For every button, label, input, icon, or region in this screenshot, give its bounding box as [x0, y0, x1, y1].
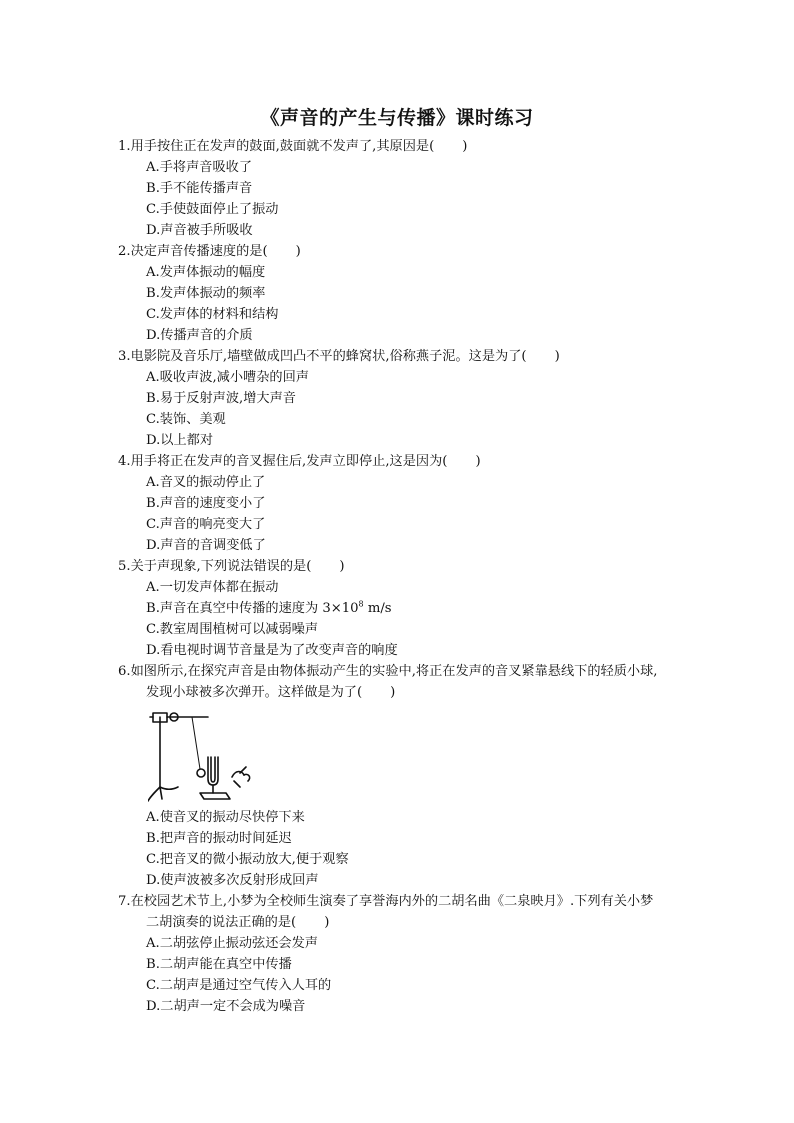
question-stem: 电影院及音乐厅,墙壁做成凹凸不平的蜂窝状,俗称燕子泥。这是为了(	[130, 349, 527, 364]
option-a: A.二胡弦停止振动弦还会发声	[146, 936, 318, 951]
option-b: B.易于反射声波,增大声音	[146, 391, 296, 406]
option-b: B.把声音的振动时间延迟	[146, 831, 292, 846]
question-5: 5.关于声现象,下列说法错误的是( ) A.一切发声体都在振动 B.声音在真空中传播的速度为 $3\times 10^8$ m/s C.教室周围植树可以减弱噪声 D.看电视时调节音量是为了改变声音的响度	[118, 556, 698, 661]
question-3: 3.电影院及音乐厅,墙壁做成凹凸不平的蜂窝状,俗称燕子泥。这是为了( ) A.吸收声波,减小嘈杂的回声 B.易于反射声波,增大声音 C.装饰、美观 D.以上都对	[118, 346, 698, 451]
question-number: 1.	[118, 139, 131, 154]
option-d: D.声音的音调变低了	[146, 538, 266, 553]
option-c: C.发声体的材料和结构	[146, 307, 279, 322]
option-d: D.使声波被多次反射形成回声	[146, 873, 319, 888]
question-number: 7.	[118, 894, 131, 909]
option-d: D.看电视时调节音量是为了改变声音的响度	[146, 643, 398, 658]
question-number: 3.	[118, 349, 131, 364]
question-stem-continued: 二胡演奏的说法正确的是(	[146, 915, 297, 930]
option-c: C.把音叉的微小振动放大,便于观察	[146, 852, 349, 867]
question-number: 5.	[118, 559, 131, 574]
option-c: C.声音的响亮变大了	[146, 517, 266, 532]
option-c: C.教室周围植树可以减弱噪声	[146, 622, 319, 637]
option-b: B.发声体振动的频率	[146, 286, 266, 301]
option-c: C.装饰、美观	[146, 412, 226, 427]
option-a: A.音叉的振动停止了	[146, 475, 266, 490]
question-2: 2.决定声音传播速度的是( ) A.发声体振动的幅度 B.发声体振动的频率 C.发声体的材料和结构 D.传播声音的介质	[118, 241, 698, 346]
option-d: D.以上都对	[146, 433, 214, 448]
option-a: A.吸收声波,减小嘈杂的回声	[146, 370, 309, 385]
tuning-fork-figure	[118, 707, 698, 805]
option-a: A.使音叉的振动尽快停下来	[146, 810, 305, 825]
question-stem: 如图所示,在探究声音是由物体振动产生的实验中,将正在发声的音叉紧靠悬线下的轻质小球,	[130, 664, 658, 679]
question-stem: 用手将正在发声的音叉握住后,发声立即停止,这是因为(	[130, 454, 448, 469]
option-b: B.手不能传播声音	[146, 181, 253, 196]
option-a: A.手将声音吸收了	[146, 160, 253, 175]
question-stem: 关于声现象,下列说法错误的是(	[130, 559, 312, 574]
option-b: B.二胡声能在真空中传播	[146, 957, 292, 972]
question-stem: 用手按住正在发声的鼓面,鼓面就不发声了,其原因是(	[130, 139, 435, 154]
option-b: B.声音的速度变小了	[146, 496, 266, 511]
page-title: 《声音的产生与传播》课时练习	[260, 107, 534, 129]
tuning-fork-apparatus-illustration	[148, 707, 278, 805]
question-1: 1.用手按住正在发声的鼓面,鼓面就不发声了,其原因是( ) A.手将声音吸收了 B.手不能传播声音 C.手使鼓面停止了振动 D.声音被手所吸收	[118, 136, 698, 241]
option-b: B.声音在真空中传播的速度为 $3\times 10^8$ m/s	[146, 599, 392, 616]
option-c: C.手使鼓面停止了振动	[146, 202, 279, 217]
question-stem-continued: 发现小球被多次弹开。这样做是为了(	[146, 685, 363, 700]
question-number: 4.	[118, 454, 131, 469]
exponent: 8	[358, 599, 364, 609]
question-stem: 决定声音传播速度的是(	[130, 244, 268, 259]
option-d: D.传播声音的介质	[146, 328, 253, 343]
question-number: 6.	[118, 664, 131, 679]
option-a: A.发声体振动的幅度	[146, 265, 266, 280]
option-c: C.二胡声是通过空气传入人耳的	[146, 978, 332, 993]
question-stem: 在校园艺术节上,小梦为全校师生演奏了享誉海内外的二胡名曲《二泉映月》.下列有关小梦	[130, 894, 654, 909]
option-d: D.声音被手所吸收	[146, 223, 253, 238]
question-list	[118, 136, 698, 1017]
question-7: 7.在校园艺术节上,小梦为全校师生演奏了享誉海内外的二胡名曲《二泉映月》.下列有关小梦 二胡演奏的说法正确的是( ) A.二胡弦停止振动弦还会发声 B.二胡声能在真空中传播 C.二胡声是通过空气传入人耳的 D.二胡声一定不会成为噪音	[118, 891, 698, 1017]
question-number: 2.	[118, 244, 131, 259]
option-d: D.二胡声一定不会成为噪音	[146, 999, 306, 1014]
option-a: A.一切发声体都在振动	[146, 580, 279, 595]
question-4: 4.用手将正在发声的音叉握住后,发声立即停止,这是因为( ) A.音叉的振动停止了 B.声音的速度变小了 C.声音的响亮变大了 D.声音的音调变低了	[118, 451, 698, 556]
question-6: 6.如图所示,在探究声音是由物体振动产生的实验中,将正在发声的音叉紧靠悬线下的轻质小球, 发现小球被多次弹开。这样做是为了( ) A.使音叉的振动尽快停下来 B.把声音的振动时间延迟 C.把音叉的微小振动放大,便于观察 D.使声波被多次反射形成回声	[118, 661, 698, 891]
